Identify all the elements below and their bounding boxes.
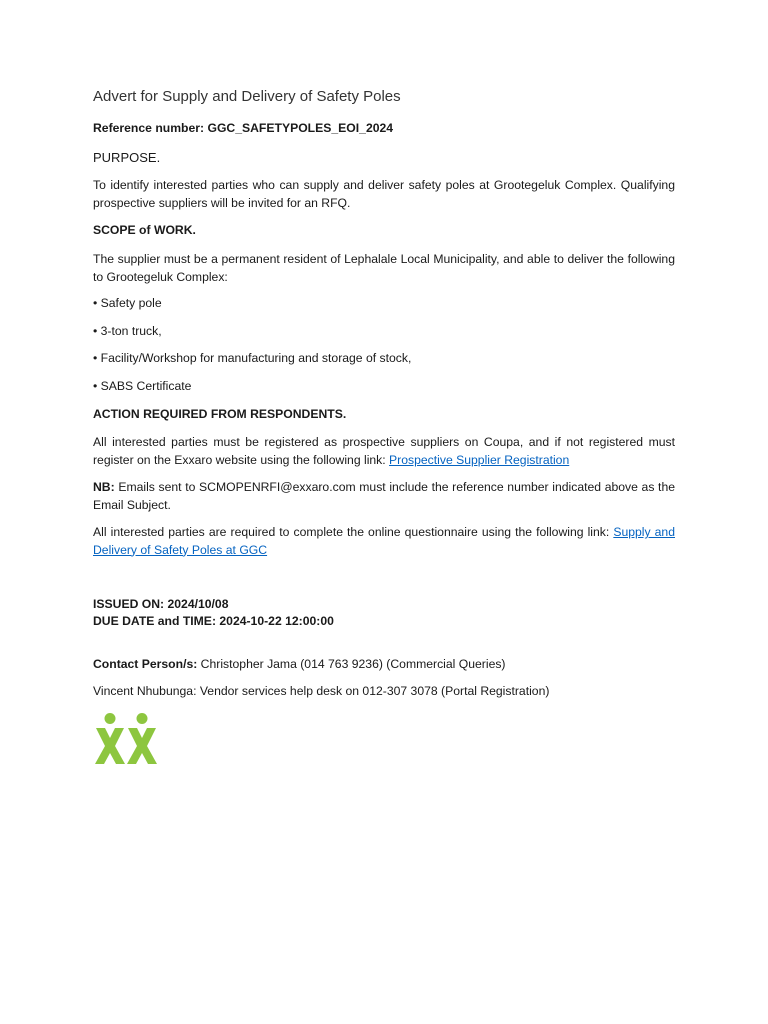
logo-shapes [95, 713, 157, 764]
purpose-heading: PURPOSE. [93, 150, 161, 165]
scope-item-facility: • Facility/Workshop for manufacturing and storage of stock, [93, 351, 412, 365]
contact-primary [93, 656, 675, 674]
action-text-body: All interested parties must be registered as prospective suppliers on Coupa, and if not registered must register on the Exxaro website using the following link: [93, 435, 675, 467]
scope-heading: SCOPE of WORK. [93, 223, 196, 237]
reference-number: Reference number: GGC_SAFETYPOLES_EOI_2024 [93, 121, 394, 135]
scope-item-safety-pole: • Safety pole [93, 296, 162, 310]
questionnaire-text-body: All interested parties are required to complete the online questionnaire using the following link: [93, 525, 614, 539]
contact-label: Contact Person/s: [93, 657, 198, 671]
due-date: DUE DATE and TIME: 2024-10-22 12:00:00 [93, 614, 334, 628]
nb-label: NB: [93, 480, 115, 494]
purpose-text: To identify interested parties who can supply and deliver safety poles at Grootegeluk Complex. Qualifying prospective suppliers will be invited for an RFQ. [93, 178, 675, 210]
issued-date: ISSUED ON: 2024/10/08 [93, 597, 229, 611]
scope-text: The supplier must be a permanent resident of Lephalale Local Municipality, and able to deliver the following to Grootegeluk Complex: [93, 252, 675, 284]
scope-item-sabs: • SABS Certificate [93, 379, 192, 393]
nb-text: Emails sent to SCMOPENRFI@exxaro.com must include the reference number indicated above as the Email Subject. [93, 480, 675, 512]
questionnaire-link[interactable]: Supply and Delivery of Safety Poles at GGC [93, 525, 675, 557]
nb-note [93, 479, 675, 514]
contact-secondary: Vincent Nhubunga: Vendor services help desk on 012-307 3078 (Portal Registration) [93, 684, 550, 698]
contact-primary-text: Christopher Jama (014 763 9236) (Commercial Queries) [197, 657, 506, 671]
scope-item-truck: • 3-ton truck, [93, 324, 162, 338]
questionnaire-text [93, 524, 675, 559]
page-title: Advert for Supply and Delivery of Safety Poles [93, 88, 401, 105]
action-text [93, 434, 675, 469]
prospective-supplier-registration-link[interactable]: Prospective Supplier Registration [389, 452, 570, 467]
exxaro-logo [94, 712, 160, 768]
action-heading: ACTION REQUIRED FROM RESPONDENTS. [93, 407, 347, 421]
